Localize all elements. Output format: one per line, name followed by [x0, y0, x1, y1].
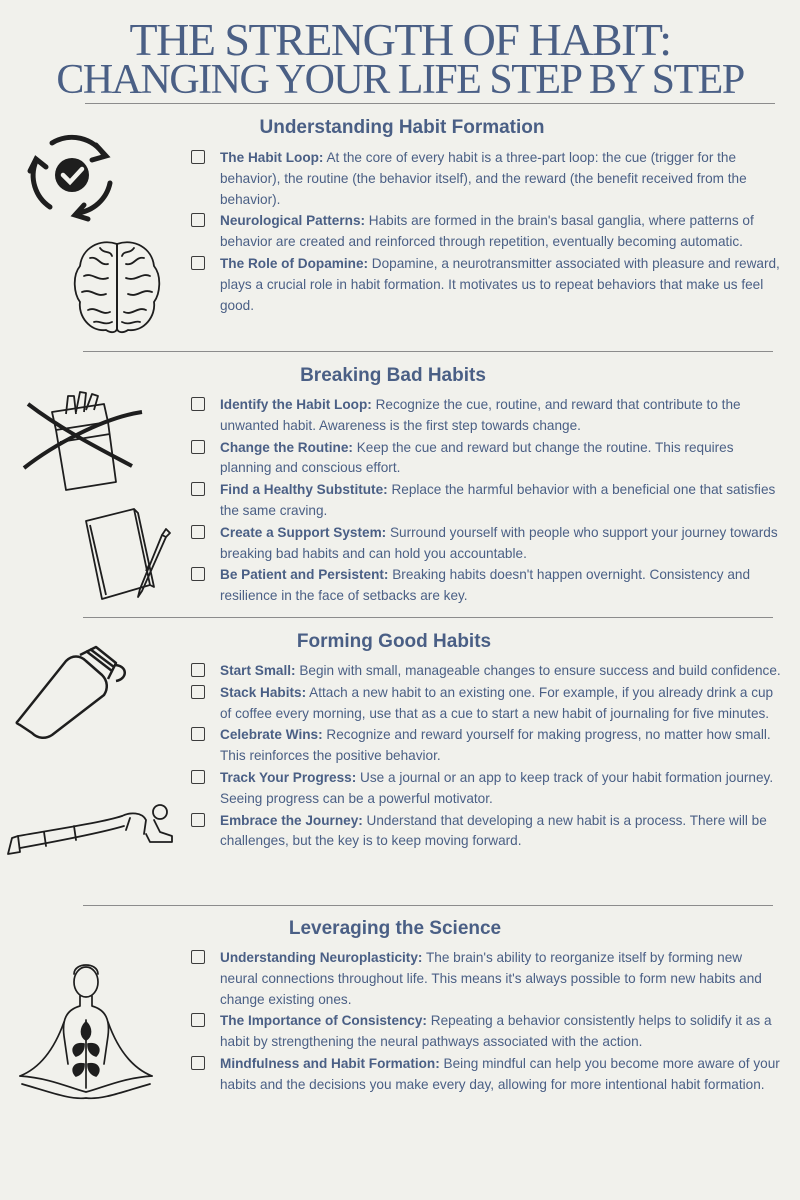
- checklist-item: [189, 480, 783, 522]
- item-term: Stack Habits:: [220, 684, 307, 700]
- checklist-item: [189, 211, 783, 253]
- water-bottle-icon: [12, 645, 130, 741]
- checklist-item: [189, 768, 783, 810]
- checklist-item: [189, 395, 783, 437]
- section-list-breaking: [189, 395, 783, 608]
- item-text: The brain's ability to reorganize itself by forming new neural connections throughout life. This means it's always possible to form new habits and change existing ones.: [220, 950, 762, 1007]
- meditation-icon: [10, 960, 162, 1108]
- section-heading-understanding: Understanding Habit Formation: [259, 117, 545, 138]
- item-text: Recognize the cue, routine, and reward that contribute to the unwanted habit. Awareness is the first step towards change.: [220, 397, 741, 433]
- checklist-item: [189, 725, 783, 767]
- section-list-understanding: [189, 148, 783, 317]
- item-term: Start Small:: [220, 663, 296, 678]
- page-title-line-2: CHANGING YOUR LIFE STEP BY STEP: [56, 57, 744, 103]
- item-term: Mindfulness and Habit Formation:: [220, 1055, 440, 1071]
- item-term: Track Your Progress:: [220, 769, 357, 785]
- item-term: Understanding Neuroplasticity:: [220, 950, 423, 965]
- checkbox-icon[interactable]: [191, 813, 205, 827]
- checklist-item: [189, 148, 783, 210]
- checklist-item: [189, 683, 783, 725]
- item-term: The Role of Dopamine:: [220, 255, 369, 271]
- page-title-line-1: THE STRENGTH OF HABIT:: [129, 14, 671, 65]
- item-text: Recognize and reward yourself for making progress, no matter how small. This reinforces the positive behavior.: [220, 727, 771, 764]
- item-text: At the core of every habit is a three-part loop: the cue (trigger for the behavior), the routine (the behavior itself), and the reward (the benefit received from the behavior).: [220, 150, 747, 207]
- checkbox-icon[interactable]: [191, 256, 205, 270]
- item-text: Use a journal or an app to keep track of your habit formation journey. Seeing progress can be a powerful motivator.: [220, 769, 774, 806]
- item-term: The Habit Loop:: [220, 150, 324, 165]
- checklist-item: [189, 1011, 783, 1053]
- item-term: Neurological Patterns:: [220, 213, 366, 229]
- item-term: Change the Routine:: [220, 439, 353, 455]
- checkbox-icon[interactable]: [191, 482, 205, 496]
- checkbox-icon[interactable]: [191, 1056, 205, 1070]
- item-text: Repeating a behavior consistently helps to solidify it as a habit by strengthening the neural pathways associated with the action.: [220, 1013, 772, 1050]
- checklist-item: [189, 948, 783, 1010]
- crossed-cigarettes-icon: [22, 390, 146, 492]
- item-term: Identify the Habit Loop:: [220, 397, 372, 412]
- plank-exercise-icon: [4, 800, 180, 860]
- item-text: Breaking habits doesn't happen overnight. Consistency and resilience in the face of setbacks are key.: [220, 567, 751, 604]
- divider: [85, 103, 775, 104]
- checklist-item: [189, 661, 783, 682]
- section-list-forming: [189, 661, 783, 853]
- item-term: Create a Support System:: [220, 524, 387, 540]
- divider: [83, 351, 773, 352]
- section-list-leveraging: [189, 948, 783, 1097]
- divider: [83, 617, 773, 618]
- section-heading-breaking: Breaking Bad Habits: [300, 365, 486, 386]
- item-text: Being mindful can help you become more aware of your habits and the decisions you make every day, allowing for more intentional habit formation.: [220, 1055, 780, 1092]
- cycle-check-icon: [22, 125, 122, 225]
- item-text: Keep the cue and reward but change the routine. This requires planning and conscious effort.: [220, 439, 734, 476]
- checkbox-icon[interactable]: [191, 525, 205, 539]
- item-term: The Importance of Consistency:: [220, 1013, 427, 1029]
- divider: [83, 905, 773, 906]
- checklist-item: [189, 523, 783, 565]
- checkbox-icon[interactable]: [191, 440, 205, 454]
- checkbox-icon[interactable]: [191, 685, 205, 699]
- item-term: Find a Healthy Substitute:: [220, 482, 388, 498]
- checkbox-icon[interactable]: [191, 1013, 205, 1027]
- checklist-item: [189, 254, 783, 316]
- brain-icon: [70, 236, 164, 338]
- item-text: Understand that developing a new habit is a process. There will be challenges, but the key is to keep moving forward.: [220, 812, 767, 849]
- checkbox-icon[interactable]: [191, 663, 205, 677]
- notebook-pen-icon: [80, 505, 172, 603]
- checklist-item: [189, 811, 783, 853]
- section-heading-leveraging: Leveraging the Science: [288, 918, 502, 939]
- section-heading-forming: Forming Good Habits: [296, 631, 492, 652]
- item-text: Surround yourself with people who support your journey towards breaking bad habits and can hold you accountable.: [220, 524, 778, 561]
- item-term: Embrace the Journey:: [220, 812, 363, 828]
- checklist-item: [189, 1054, 783, 1096]
- checklist-item: [189, 438, 783, 480]
- checklist-item: [189, 565, 783, 607]
- checkbox-icon[interactable]: [191, 213, 205, 227]
- checkbox-icon[interactable]: [191, 727, 205, 741]
- checkbox-icon[interactable]: [191, 397, 205, 411]
- item-text: Dopamine, a neurotransmitter associated with pleasure and reward, plays a crucial role in habit formation. It motivates us to repeat behaviors that make us feel good.: [220, 255, 780, 313]
- item-text: Begin with small, manageable changes to ensure success and build confidence.: [295, 663, 781, 678]
- checkbox-icon[interactable]: [191, 770, 205, 784]
- item-term: Be Patient and Persistent:: [220, 567, 389, 583]
- checkbox-icon[interactable]: [191, 950, 205, 964]
- item-text: Attach a new habit to an existing one. For example, if you already drink a cup of coffee every morning, use that as a cue to start a new habit of journaling for five minutes.: [220, 684, 774, 721]
- item-term: Celebrate Wins:: [220, 727, 323, 743]
- item-text: Replace the harmful behavior with a beneficial one that satisfies the same craving.: [220, 482, 776, 518]
- checkbox-icon[interactable]: [191, 150, 205, 164]
- item-text: Habits are formed in the brain's basal ganglia, where patterns of behavior are created and reinforced through repetition, eventually becoming automatic.: [220, 213, 754, 250]
- checkbox-icon[interactable]: [191, 567, 205, 581]
